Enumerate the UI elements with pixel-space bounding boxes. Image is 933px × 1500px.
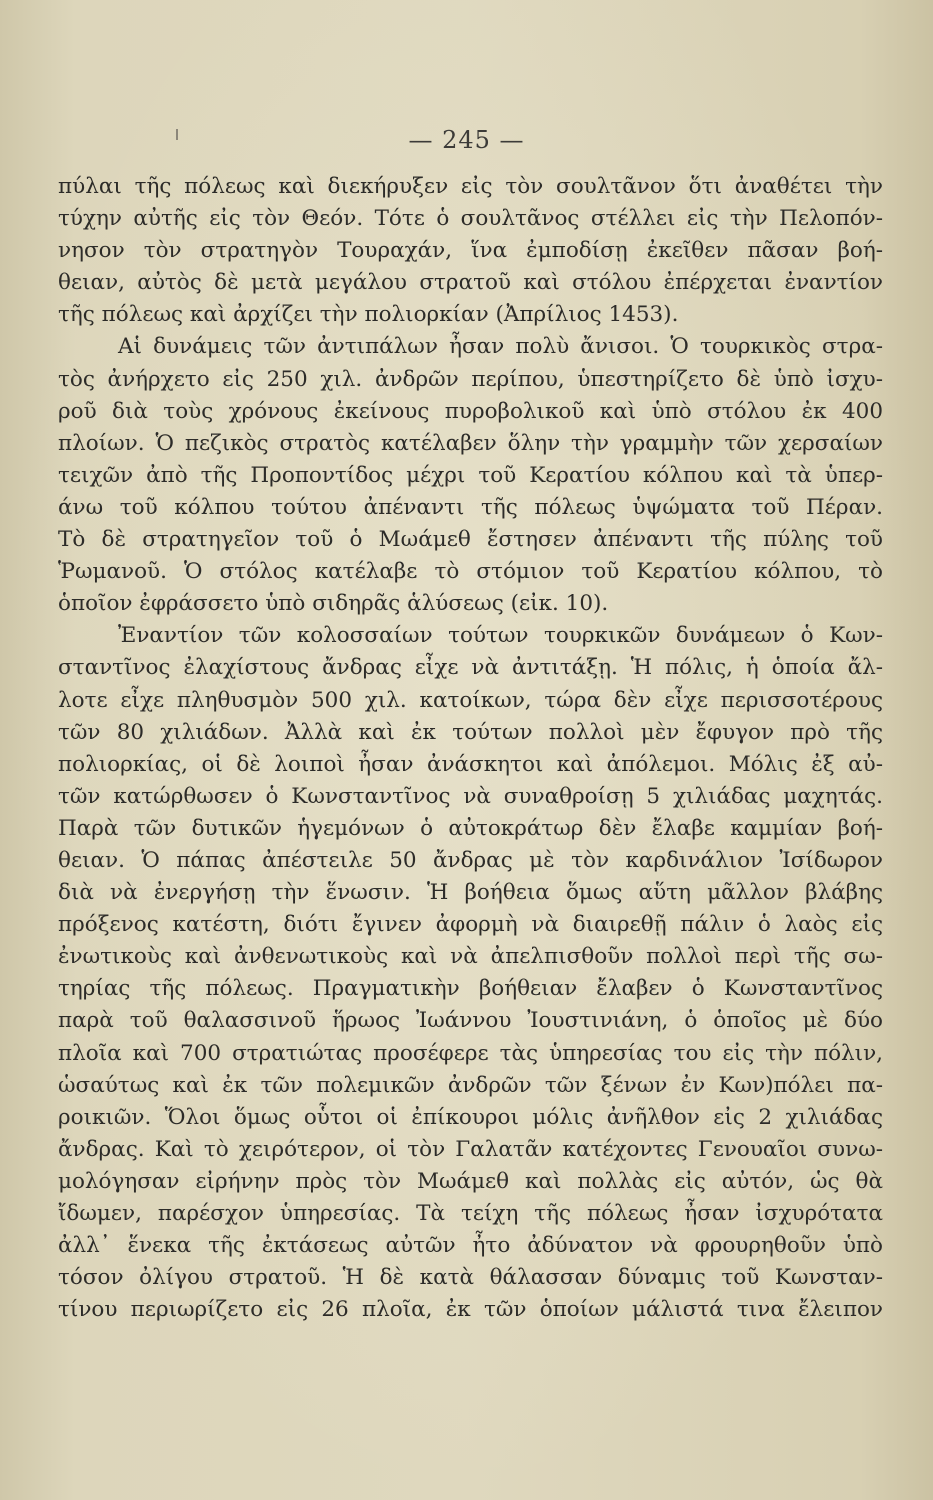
text-line: ὡσαύτως καὶ ἐκ τῶν πολεμικῶν ἀνδρῶν τῶν ξένων ἐν Κων)πόλει πα- xyxy=(58,1072,883,1098)
text-line: ἀλλ᾽ ἕνεκα τῆς ἐκτάσεως αὐτῶν ἦτο ἀδύνατον νὰ φρουρηθοῦν ὑπὸ xyxy=(58,1233,883,1259)
text-line: ἄνδρας. Καὶ τὸ χειρότερον, οἱ τὸν Γαλατᾶν κατέχοντες Γενουαῖοι συνω- xyxy=(58,1136,883,1162)
text-line: τειχῶν ἀπὸ τῆς Προποντίδος μέχρι τοῦ Κερατίου κόλπου καὶ τὰ ὑπερ- xyxy=(58,462,883,488)
text-line: Τὸ δὲ στρατηγεῖον τοῦ ὁ Μωάμεθ ἔστησεν ἀπέναντι τῆς πύλης τοῦ xyxy=(58,527,883,553)
text-line: τῶν κατώρθωσεν ὁ Κωνσταντῖνος νὰ συναθροίσῃ 5 χιλιάδας μαχητάς. xyxy=(58,783,883,809)
text-line: ἴδωμεν, παρέσχον ὑπηρεσίας. Τὰ τείχη τῆς πόλεως ἦσαν ἰσχυρότατα xyxy=(58,1201,883,1226)
text-line: παρὰ τοῦ θαλασσινοῦ ἥρωος Ἰωάννου Ἰουστινιάνη, ὁ ὁποῖος μὲ δύο xyxy=(58,1008,883,1034)
text-line: μολόγησαν εἰρήνην πρὸς τὸν Μωάμεθ καὶ πολλὰς εἰς αὐτόν, ὡς θὰ xyxy=(58,1168,883,1194)
text-line: τὸς ἀνήρχετο εἰς 250 χιλ. ἀνδρῶν περίπου, ὑπεστηρίζετο δὲ ὑπὸ ἰσχυ- xyxy=(58,366,883,392)
text-line: λοτε εἶχε πληθυσμὸν 500 χιλ. κατοίκων, τώρα δὲν εἶχε περισσοτέρους xyxy=(58,687,883,713)
text-line: τύχην αὐτῆς εἰς τὸν Θεόν. Τότε ὁ σουλτᾶνος στέλλει εἰς τὴν Πελοπόν- xyxy=(58,206,883,232)
text-line: ὁποῖον ἐφράσσετο ὑπὸ σιδηρᾶς ἁλύσεως (εἰκ. 10). xyxy=(58,591,609,617)
text-line: Παρὰ τῶν δυτικῶν ἡγεμόνων ὁ αὐτοκράτωρ δὲν ἔλαβε καμμίαν βοή- xyxy=(58,815,883,841)
text-line: τηρίας τῆς πόλεως. Πραγματικὴν βοήθειαν ἔλαβεν ὁ Κωνσταντῖνος xyxy=(58,976,883,1002)
text-line: Αἱ δυνάμεις τῶν ἀντιπάλων ἦσαν πολὺ ἄνισοι. Ὁ τουρκικὸς στρα- xyxy=(118,334,883,360)
text-line: τόσον ὀλίγου στρατοῦ. Ἡ δὲ κατὰ θάλασσαν δύναμις τοῦ Κωνσταν- xyxy=(58,1265,883,1291)
text-line: πλοίων. Ὁ πεζικὸς στρατὸς κατέλαβεν ὅλην τὴν γραμμὴν τῶν χερσαίων xyxy=(58,430,883,456)
text-line: Ἐναντίον τῶν κολοσσαίων τούτων τουρκικῶν δυνάμεων ὁ Κων- xyxy=(118,623,883,649)
text-line: τίνου περιωρίζετο εἰς 26 πλοῖα, ἐκ τῶν ὁποίων μάλιστά τινα ἔλειπον xyxy=(58,1297,883,1323)
text-line: θειαν. Ὁ πάπας ἀπέστειλε 50 ἄνδρας μὲ τὸν καρδινάλιον Ἰσίδωρον xyxy=(58,847,883,873)
text-line: τῶν 80 χιλιάδων. Ἀλλὰ καὶ ἐκ τούτων πολλοὶ μὲν ἔφυγον πρὸ τῆς xyxy=(58,719,883,745)
text-line: Ῥωμανοῦ. Ὁ στόλος κατέλαβε τὸ στόμιον τοῦ Κερατίου κόλπου, τὸ xyxy=(58,559,883,585)
text-line: νησον τὸν στρατηγὸν Τουραχάν, ἵνα ἐμποδίσῃ ἐκεῖθεν πᾶσαν βοή- xyxy=(58,238,883,264)
page-body-text xyxy=(58,171,883,1326)
text-line: τῆς πόλεως καὶ ἀρχίζει τὴν πολιορκίαν (Ἀπρίλιος 1453). xyxy=(58,302,679,328)
text-line: πρόξενος κατέστη, διότι ἔγινεν ἀφορμὴ νὰ διαιρεθῇ πάλιν ὁ λαὸς εἰς xyxy=(58,912,883,938)
text-line: διὰ νὰ ἐνεργήσῃ τὴν ἕνωσιν. Ἡ βοήθεια ὅμως αὕτη μᾶλλον βλάβης xyxy=(58,880,883,906)
page-number: — 245 — xyxy=(408,126,525,154)
text-line: ροῦ διὰ τοὺς χρόνους ἐκείνους πυροβολικοῦ καὶ ὑπὸ στόλου ἐκ 400 xyxy=(58,398,883,424)
text-line: άνω τοῦ κόλπου τούτου ἀπέναντι τῆς πόλεως ὑψώματα τοῦ Πέραν. xyxy=(58,494,883,520)
text-line: ροικιῶν. Ὅλοι ὅμως οὗτοι οἱ ἐπίκουροι μόλις ἀνῆλθον εἰς 2 χιλιάδας xyxy=(58,1104,883,1130)
text-line: πύλαι τῆς πόλεως καὶ διεκήρυξεν εἰς τὸν σουλτᾶνον ὅτι ἀναθέτει τὴν xyxy=(58,174,883,199)
text-line: θειαν, αὐτὸς δὲ μετὰ μεγάλου στρατοῦ καὶ στόλου ἐπέρχεται ἐναντίον xyxy=(58,270,883,296)
text-line: ἐνωτικοὺς καὶ ἀνθενωτικοὺς καὶ νὰ ἀπελπισθοῦν πολλοὶ περὶ τῆς σω- xyxy=(58,944,883,970)
text-line: σταντῖνος ἐλαχίστους ἄνδρας εἶχε νὰ ἀντιτάξῃ. Ἡ πόλις, ἡ ὁποία ἄλ- xyxy=(58,655,883,681)
text-line: πολιορκίας, οἱ δὲ λοιποὶ ἦσαν ἀνάσκητοι καὶ ἀπόλεμοι. Μόλις ἐξ αὐ- xyxy=(58,751,883,777)
text-line: πλοῖα καὶ 700 στρατιώτας προσέφερε τὰς ὑπηρεσίας του εἰς τὴν πόλιν, xyxy=(58,1040,883,1066)
